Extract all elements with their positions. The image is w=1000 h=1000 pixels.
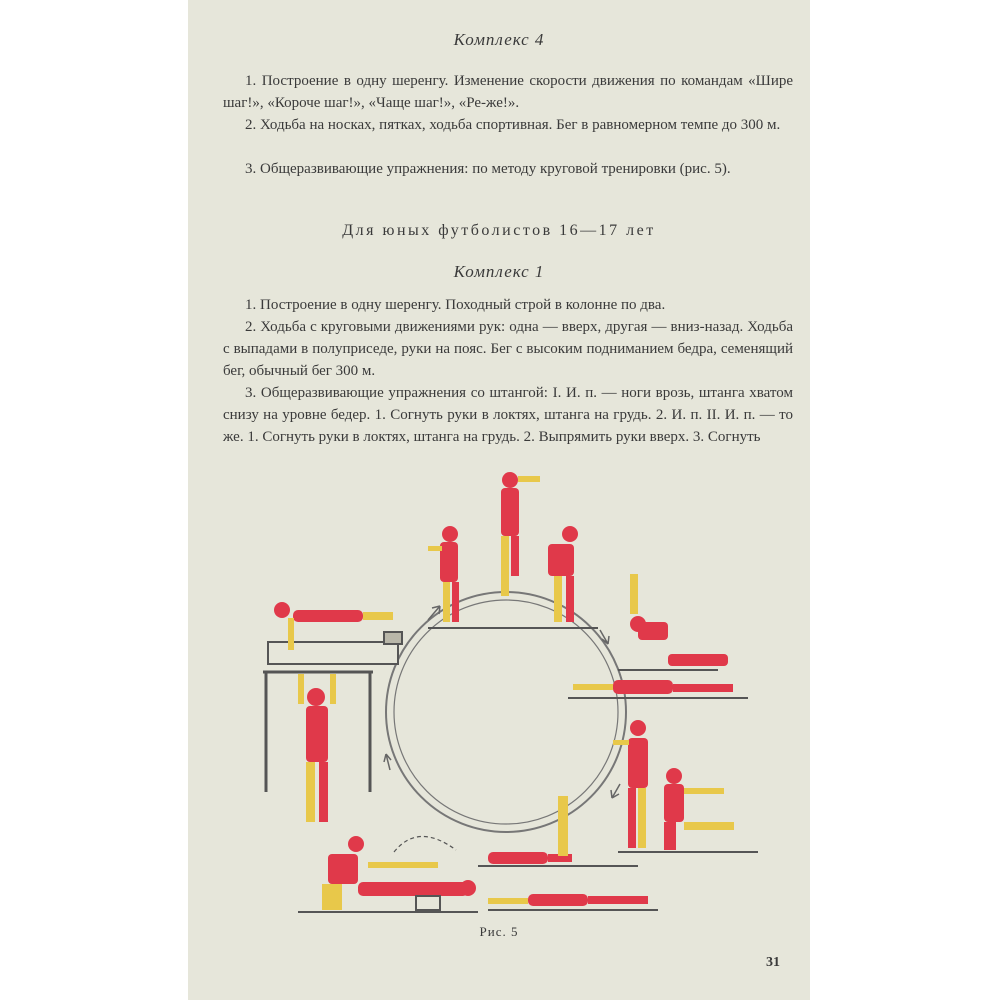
dashed-motion-arc (394, 836, 456, 852)
athlete-lying-prone (573, 680, 733, 694)
complex4-item-1: 1. Построение в одну шеренгу. Изменение скорости движения по командам «Шире шаг!», «Короче шаг!», «Чаще шаг!», «Ре-же!». (223, 73, 793, 111)
complex1-item-3: 3. Общеразвивающие упражнения со штангой: I. И. п. — ноги врозь, штанга хватом снизу на уровне бедер. 1. Согнуть руки в локтях, штанга на грудь. 2. И. п. II. И. п. — то же. 1. Согнуть руки в локтях, штанга на грудь. 2. Выпрямить руки вверх. 3. Согнуть (223, 385, 793, 445)
complex1-title: Комплекс 1 (453, 262, 545, 281)
athlete-squat-leg (664, 768, 734, 850)
page-number: 31 (766, 955, 780, 970)
athlete-back-arch (630, 574, 728, 666)
complex4-title: Комплекс 4 (453, 30, 545, 49)
circuit-training-illustration (188, 462, 810, 922)
figure-caption: Рис. 5 (479, 924, 519, 939)
section-title: Для юных футболистов 16—17 лет (342, 222, 656, 239)
athlete-jump-2 (501, 472, 540, 596)
athlete-lying-supine (488, 894, 648, 906)
athlete-pullup (298, 674, 336, 822)
complex1-item-2: 2. Ходьба с круговыми движениями рук: одна — вверх, другая — вниз-назад. Ходьба с выпадами в полуприседе, руки на пояс. Бег с высоким подниманием бедра, семенящий бег, обычный бег 300 м. (223, 319, 793, 379)
complex1-item-1: 1. Построение в одну шеренгу. Походный строй в колонне по два. (245, 297, 666, 313)
book-page (188, 0, 810, 1000)
athlete-jump-3 (548, 526, 578, 622)
complex4-item-3: 3. Общеразвивающие упражнения: по методу круговой тренировки (рис. 5). (245, 161, 731, 177)
direction-arrows (384, 606, 620, 798)
complex4-item-2: 2. Ходьба на носках, пятках, ходьба спортивная. Бег в равномерном темпе до 300 м. (245, 117, 781, 133)
athlete-standing-arms (613, 720, 648, 848)
